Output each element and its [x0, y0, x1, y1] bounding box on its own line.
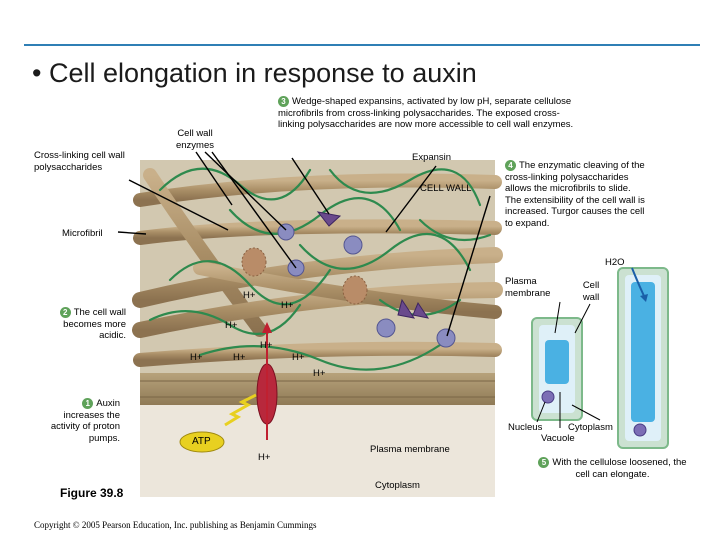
elongated-nucleus [634, 424, 646, 436]
step-2-text: The cell wall becomes more acidic. [63, 307, 126, 341]
step-5 [530, 457, 695, 480]
proton-label: H+ [281, 300, 294, 311]
proton-label: H+ [292, 352, 305, 363]
label-wall-enzymes: Cell wall enzymes [175, 128, 214, 151]
label-vacuole: Vacuole [541, 433, 575, 444]
step-4-text: The enzymatic cleaving of the cross-linking polysaccharides allows the microfibrils to slide. The extensibility of the cell wall is increased. Turgor causes the cell to expand. [505, 160, 645, 229]
label-crosslinking: Cross-linking cell wall polysaccharides [34, 150, 125, 173]
atp-label: ATP [192, 436, 211, 447]
step-3 [278, 96, 578, 131]
step-1 [46, 398, 120, 444]
step-3-number: 3 [278, 96, 289, 107]
label-water: H2O [605, 257, 625, 268]
proton-label: H+ [258, 452, 271, 463]
figure-caption: Figure 39.8 [60, 486, 124, 500]
elongated-vacuole [631, 282, 655, 422]
inset-vacuole [545, 340, 569, 384]
inset-nucleus [542, 391, 554, 403]
label-nucleus: Nucleus [508, 422, 543, 433]
label-plasma-membrane: Plasma membrane [370, 444, 450, 455]
step-4-number: 4 [505, 160, 516, 171]
step-1-number: 1 [82, 398, 93, 409]
step-5-text: With the cellulose loosened, the cell can elongate. [552, 457, 687, 480]
label-microfibril: Microfibril [62, 228, 103, 239]
step-3-text: Wedge-shaped expansins, activated by low pH, separate cellulose microfibrils from cross-linking polysaccharides. The exposed cross-linking polysaccharides are now more accessible to cell wall enzymes. [278, 96, 574, 130]
step-1-text: Auxin increases the activity of proton pumps. [50, 398, 120, 444]
proton-label: H+ [313, 368, 326, 379]
step-5-number: 5 [538, 457, 549, 468]
proton-label: H+ [233, 352, 246, 363]
copyright: Copyright © 2005 Pearson Education, Inc. publishing as Benjamin Cummings [34, 520, 317, 530]
label-cell-wall: CELL WALL [420, 183, 472, 194]
step-2 [40, 307, 126, 342]
label-inset-plasma-membrane: Plasma membrane [505, 276, 551, 299]
label-cytoplasm: Cytoplasm [375, 480, 420, 491]
slide-title: • Cell elongation in response to auxin [32, 58, 477, 88]
proton-label: H+ [225, 320, 238, 331]
proton-label: H+ [260, 340, 273, 351]
microfibril-bundle [343, 276, 367, 304]
proton-label: H+ [243, 290, 256, 301]
slide-title-text: Cell elongation in response to auxin [48, 58, 477, 88]
proton-label: H+ [190, 352, 203, 363]
label-inset-cytoplasm: Cytoplasm [568, 422, 613, 433]
step-2-number: 2 [60, 307, 71, 318]
microfibril-bundle [242, 248, 266, 276]
label-inset-cell-wall: Cell wall [582, 280, 600, 303]
step-4 [505, 160, 647, 229]
label-expansin: Expansin [412, 152, 452, 163]
